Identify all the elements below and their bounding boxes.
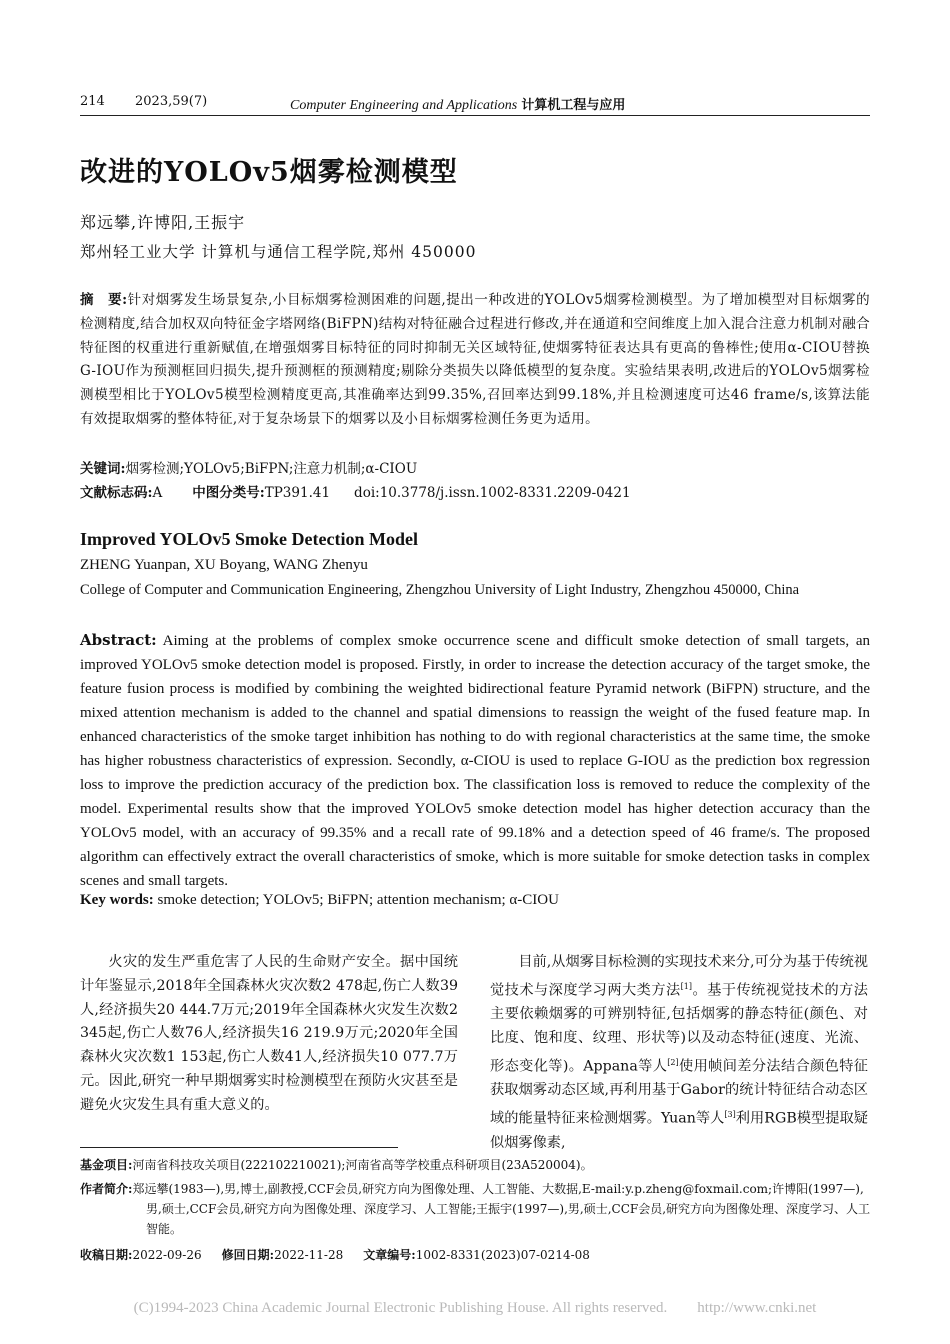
journal-name-cn: 计算机工程与应用 [521,98,626,113]
authors-en: ZHENG Yuanpan, XU Boyang, WANG Zhenyu [80,557,368,573]
header-rule [80,115,870,116]
received-label: 收稿日期: [80,1248,133,1262]
footnote-rule [80,1147,398,1148]
journal-name-en: Computer Engineering and Applications [290,98,518,113]
citation-1[interactable]: [1] [680,981,692,991]
keywords-cn-label: 关键词: [80,461,126,477]
authors-cn: 郑远攀,许博阳,王振宇 [80,213,246,232]
body-text-b: 。基于传统视觉技术的方法主要依赖烟雾的可辨别特征,包括烟雾的静态特征(颜色、对比度、饱和度、纹理、形状等)以及动态特征(速度、光流、形态变化等)。Appana等人 [490,982,868,1075]
abstract-cn-text: 针对烟雾发生场景复杂,小目标烟雾检测困难的问题,提出一种改进的YOLOv5烟雾检测模型。为了增加模型对目标烟雾的检测精度,结合加权双向特征金字塔网络(BiFPN)结构对特征融合过程进行修改,并在通道和空间维度上加入混合注意力机制对融合特征图的权重进行重新赋值,在增强烟雾目标特征的同时抑制无关区域特征,使烟雾特征表达具有更高的鲁棒性;使用α-CIOU替换G-IOU作为预测框回归损失,提升预测框的预测精度;剔除分类损失以降低模型的复杂度。实验结果表明,改进后的YOLOv5烟雾检测模型相比于YOLOv5模型检测精度更高,其准确率达到99.35%,召回率达到99.18%,并且检测速度可达46 frame/s,该算法能有效提取烟雾的整体特征,对于复杂场景下的烟雾以及小目标烟雾检测任务更为适用。 [80,292,871,427]
citation-2[interactable]: [2] [667,1057,679,1067]
affiliation-cn: 郑州轻工业大学 计算机与通信工程学院,郑州 450000 [80,243,477,261]
doi-value[interactable]: 10.3778/j.issn.1002-8331.2209-0421 [379,485,631,501]
body-column-right [490,951,868,1156]
revised-date: 2022-11-28 [274,1248,344,1262]
paper-title-cn: 改进的YOLOv5烟雾检测模型 [80,157,458,188]
keywords-en-label: Key words: [80,892,154,908]
body-text-c: 使用帧间差分法结合颜色特征获取烟雾动态区域,再利用基于Gabor的统计特征结合动态区域的能量特征来检测烟雾。Yuan等人 [490,1058,868,1127]
abstract-en-text: Aiming at the problems of complex smoke occurrence scene and difficult smoke detection of small targets, an improved YOLOv5 smoke detection model is proposed. Firstly, in order to increase the detection accuracy of the target smoke, the feature fusion process is modified by combining the weighted bidirectional feature Pyramid network (BiFPN) structure, and the mixed attention mechanism is added to the channel and spatial dimensions to reassign the weight of the fused feature map. In enhanced characteristics of the smoke target inhibition has nothing to do with regional characteristics at the same time, the smoke has higher robustness characteristics of expression. Secondly, α-CIOU is used to replace G-IOU as the prediction box regression loss to improve the prediction accuracy of the prediction box. The classification loss is removed to reduce the complexity of the model. Experimental results show that the improved YOLOv5 smoke detection model has higher detection accuracy than the YOLOv5 model, with an accuracy of 99.35% and a recall rate of 99.18% and a detection speed of 46 frame/s. The proposed algorithm can effectively extract the overall characteristics of smoke, which is more suitable for smoke detection tasks in complex scenes and small targets. [80,633,870,889]
revised-label: 修回日期: [221,1248,275,1262]
affiliation-en: College of Computer and Communication Engineering, Zhengzhou University of Light Industry, Zhengzhou 450000, China [80,582,800,598]
funding-label: 基金项目: [80,1158,133,1172]
page-number: 214 [80,94,105,109]
keywords-cn [80,457,417,477]
body-text-d: 利用RGB模型提取疑似烟雾像素, [490,1110,868,1151]
body-text-a: 目前,从烟雾目标检测的实现技术来分,可分为基于传统视觉技术与深度学习两大类方法 [490,954,868,999]
keywords-en-text: smoke detection; YOLOv5; BiFPN; attention mechanism; α-CIOU [157,892,559,908]
paper-title-en: Improved YOLOv5 Smoke Detection Model [80,529,418,549]
abstract-cn [80,289,870,432]
funding-note [80,1155,872,1175]
abstract-en [80,628,870,893]
clc-label: 中图分类号: [192,485,265,501]
abstract-cn-label: 摘 要: [80,292,128,308]
clc-value: TP391.41 [264,485,331,501]
dates-line [80,1245,872,1265]
keywords-cn-text: 烟雾检测;YOLOv5;BiFPN;注意力机制;α-CIOU [125,461,418,477]
volume-issue: 2023,59(7) [135,94,208,109]
classification-codes [80,481,631,501]
journal-name [290,94,625,114]
author-bio [80,1179,872,1239]
doc-code-label: 文献标志码: [80,485,153,501]
doi-label: doi: [354,485,380,501]
body-column-left: 火灾的发生严重危害了人民的生命财产安全。据中国统计年鉴显示,2018年全国森林火灾次数2 478起,伤亡人数39人,经济损失20 444.7万元;2019年全国森林火灾发生次数2 345起,伤亡人数76人,经济损失16 219.9万元;2020年全国森林火灾次数1 153起,伤亡人数41人,经济损失10 077.7万元。因此,研究一种早期烟雾实时检测模型在预防火灾甚至是避免火灾发生具有重大意义的。 [80,954,458,1113]
bio-text: 郑远攀(1983—),男,博士,副教授,CCF会员,研究方向为图像处理、人工智能、大数据,E-mail:y.p.zheng@foxmail.com;许博阳(1997—),男,硕士,CCF会员,研究方向为图像处理、深度学习、人工智能;王振宇(1997—),男,硕士,CCF会员,研究方向为图像处理、深度学习、人工智能。 [132,1182,871,1236]
bio-label: 作者简介: [80,1182,133,1196]
abstract-en-label: Abstract: [80,631,157,649]
article-no-label: 文章编号: [363,1248,416,1262]
doc-code-value: A [152,485,163,501]
keywords-en [80,892,559,909]
funding-text: 河南省科技攻关项目(222102210021);河南省高等学校重点科研项目(23A520004)。 [132,1158,593,1172]
copyright-notice: (C)1994-2023 China Academic Journal Electronic Publishing House. All rights reserved. http://www.cnki.net [133,1300,817,1316]
citation-3[interactable]: [3] [724,1110,736,1120]
received-date: 2022-09-26 [132,1248,202,1262]
article-no: 1002-8331(2023)07-0214-08 [415,1248,590,1262]
